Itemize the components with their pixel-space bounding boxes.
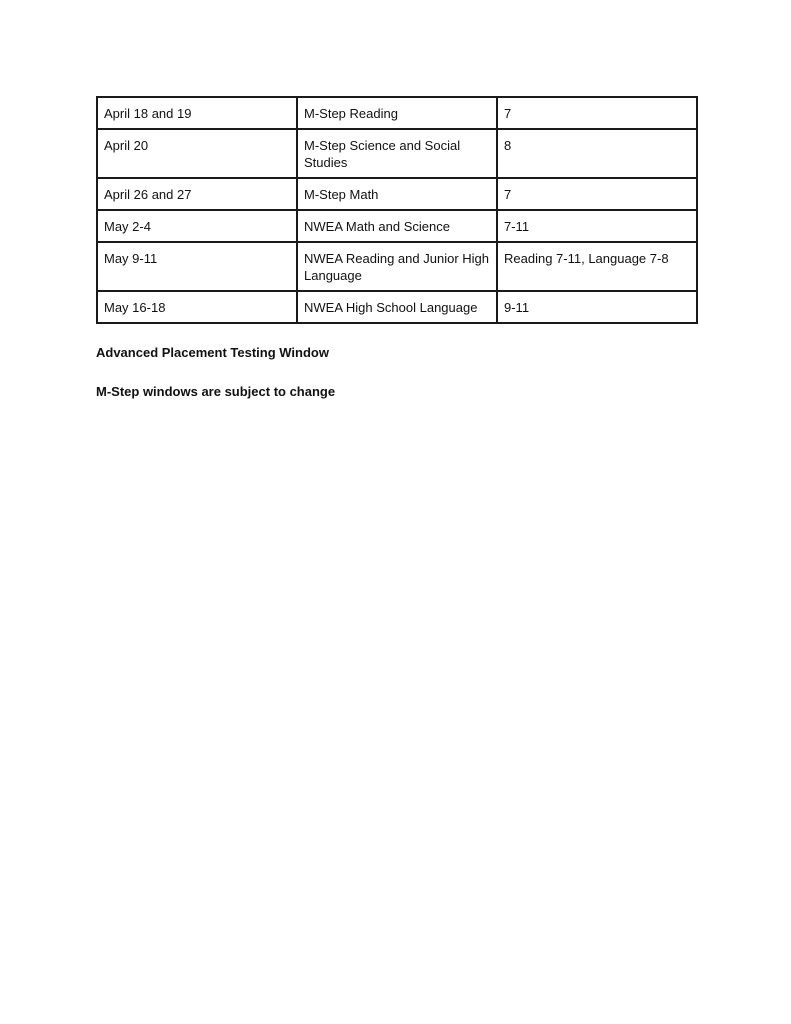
grades-cell: 7-11 xyxy=(497,210,697,242)
testing-schedule-table xyxy=(96,96,698,324)
date-cell: April 18 and 19 xyxy=(97,97,297,129)
grades-cell: 9-11 xyxy=(497,291,697,323)
test-cell: M-Step Reading xyxy=(297,97,497,129)
test-cell: M-Step Math xyxy=(297,178,497,210)
grades-cell: Reading 7-11, Language 7-8 xyxy=(497,242,697,291)
date-cell: May 2-4 xyxy=(97,210,297,242)
test-cell: NWEA High School Language xyxy=(297,291,497,323)
table-row xyxy=(97,129,697,178)
test-cell: M-Step Science and Social Studies xyxy=(297,129,497,178)
table-row xyxy=(97,97,697,129)
date-cell: May 16-18 xyxy=(97,291,297,323)
grades-cell: 8 xyxy=(497,129,697,178)
table-row xyxy=(97,178,697,210)
grades-cell: 7 xyxy=(497,97,697,129)
mstep-change-note: M-Step windows are subject to change xyxy=(96,384,336,399)
date-cell: May 9-11 xyxy=(97,242,297,291)
table-row xyxy=(97,210,697,242)
table-row xyxy=(97,242,697,291)
grades-cell: 7 xyxy=(497,178,697,210)
date-cell: April 20 xyxy=(97,129,297,178)
date-cell: April 26 and 27 xyxy=(97,178,297,210)
test-cell: NWEA Reading and Junior High Language xyxy=(297,242,497,291)
table-row xyxy=(97,291,697,323)
ap-testing-window-heading: Advanced Placement Testing Window xyxy=(96,345,329,360)
test-cell: NWEA Math and Science xyxy=(297,210,497,242)
